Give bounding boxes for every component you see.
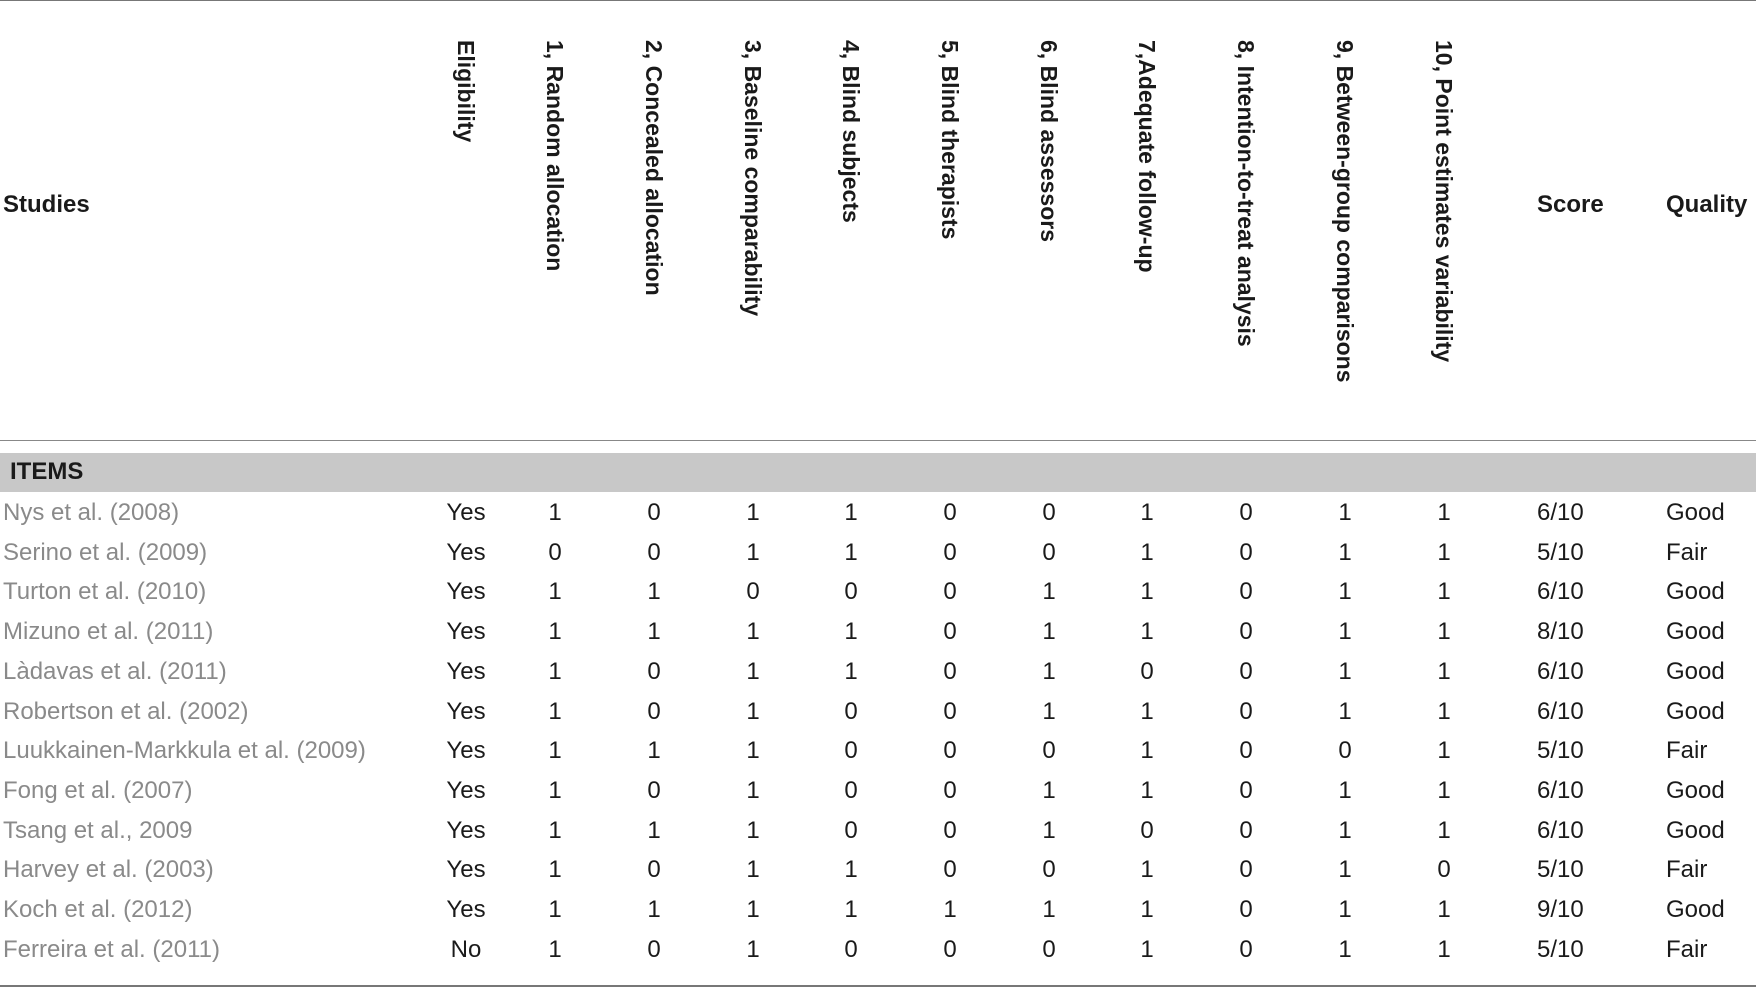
items-section-label: ITEMS: [10, 458, 84, 485]
study-name: Mizuno et al. (2011): [3, 618, 214, 646]
criterion-8-value: 0: [1239, 816, 1253, 844]
table-top-rule: [0, 0, 1756, 1]
criterion-2-value: 0: [647, 856, 661, 884]
table-row: [0, 891, 1756, 931]
table-row: [0, 732, 1756, 772]
criterion-1-value: 1: [548, 697, 562, 725]
criterion-8-value: 0: [1239, 856, 1253, 884]
criterion-2-value: 0: [647, 776, 661, 804]
study-name: Nys et al. (2008): [3, 499, 180, 526]
table-row: [0, 931, 1756, 971]
criterion-10-value: 1: [1437, 697, 1451, 725]
criterion-2-value: 1: [647, 816, 661, 844]
criterion-3-value: 1: [746, 697, 760, 725]
eligibility-value: Yes: [446, 618, 486, 646]
criterion-6-value: 0: [1042, 935, 1056, 963]
criterion-1-value: 1: [548, 618, 562, 646]
score-value: 6/10: [1537, 578, 1584, 606]
criterion-10-value: 1: [1437, 896, 1451, 923]
criterion-5-value: 0: [943, 657, 957, 685]
score-value: 9/10: [1537, 896, 1584, 923]
criterion-2-value: 1: [647, 737, 661, 765]
study-name: Tsang et al., 2009: [3, 816, 193, 844]
criterion-9-value: 1: [1338, 856, 1352, 884]
header-criterion-8: 8, Intention-to-treat analysis: [1233, 40, 1259, 347]
criterion-8-value: 0: [1239, 618, 1253, 646]
quality-value: Good: [1666, 657, 1725, 685]
criterion-8-value: 0: [1239, 737, 1253, 765]
criterion-5-value: 0: [943, 816, 957, 844]
table-row: [0, 534, 1756, 574]
criterion-4-value: 1: [844, 499, 858, 526]
study-name: Koch et al. (2012): [3, 896, 193, 923]
quality-value: Good: [1666, 896, 1725, 923]
criterion-7-value: 1: [1140, 697, 1154, 725]
study-name: Turton et al. (2010): [3, 578, 207, 606]
header-studies: Studies: [3, 191, 90, 218]
header-score: Score: [1537, 191, 1604, 218]
criterion-7-value: 1: [1140, 499, 1154, 526]
quality-value: Good: [1666, 499, 1725, 526]
eligibility-value: Yes: [446, 697, 486, 725]
criterion-1-value: 1: [548, 896, 562, 923]
criterion-9-value: 1: [1338, 776, 1352, 804]
items-section-band: [0, 453, 1756, 492]
criterion-9-value: 1: [1338, 816, 1352, 844]
study-name: Harvey et al. (2003): [3, 856, 214, 884]
quality-value: Fair: [1666, 935, 1708, 963]
criterion-7-value: 0: [1140, 816, 1154, 844]
header-bottom-rule: [0, 440, 1756, 441]
criterion-4-value: 0: [844, 578, 858, 606]
table-row: [0, 693, 1756, 733]
table-row: [0, 851, 1756, 891]
criterion-7-value: 1: [1140, 856, 1154, 884]
header-criterion-7: 7,Adequate follow-up: [1134, 40, 1160, 273]
criterion-1-value: 1: [548, 935, 562, 963]
criterion-9-value: 1: [1338, 935, 1352, 963]
criterion-9-value: 1: [1338, 896, 1352, 923]
criterion-7-value: 1: [1140, 618, 1154, 646]
criterion-5-value: 0: [943, 856, 957, 884]
criterion-10-value: 1: [1437, 935, 1451, 963]
criterion-7-value: 1: [1140, 896, 1154, 923]
criterion-5-value: 0: [943, 538, 957, 566]
header-quality: Quality: [1666, 191, 1748, 218]
quality-value: Good: [1666, 697, 1725, 725]
header-criterion-3: 3, Baseline comparability: [740, 40, 766, 317]
criterion-4-value: 0: [844, 697, 858, 725]
criterion-9-value: 1: [1338, 578, 1352, 606]
criterion-1-value: 1: [548, 816, 562, 844]
criterion-2-value: 0: [647, 499, 661, 526]
criterion-9-value: 1: [1338, 657, 1352, 685]
criterion-8-value: 0: [1239, 896, 1253, 923]
header-criterion-4: 4, Blind subjects: [838, 40, 864, 223]
criterion-3-value: 1: [746, 538, 760, 566]
score-value: 8/10: [1537, 618, 1584, 646]
criterion-10-value: 1: [1437, 578, 1451, 606]
criterion-3-value: 1: [746, 737, 760, 765]
score-value: 6/10: [1537, 657, 1584, 685]
criterion-7-value: 1: [1140, 737, 1154, 765]
study-name: Robertson et al. (2002): [3, 697, 249, 725]
criterion-6-value: 1: [1042, 896, 1056, 923]
header-criterion-6: 6, Blind assessors: [1036, 40, 1062, 242]
criterion-4-value: 1: [844, 538, 858, 566]
score-value: 5/10: [1537, 935, 1584, 963]
score-value: 5/10: [1537, 737, 1584, 765]
criterion-10-value: 1: [1437, 776, 1451, 804]
criterion-6-value: 1: [1042, 657, 1056, 685]
criterion-10-value: 1: [1437, 499, 1451, 526]
header-criterion-10: 10, Point estimates variability: [1431, 40, 1457, 363]
score-value: 5/10: [1537, 538, 1584, 566]
criterion-5-value: 0: [943, 697, 957, 725]
quality-value: Good: [1666, 578, 1725, 606]
criterion-10-value: 1: [1437, 618, 1451, 646]
criterion-8-value: 0: [1239, 538, 1253, 566]
criterion-6-value: 0: [1042, 499, 1056, 526]
score-value: 6/10: [1537, 697, 1584, 725]
criterion-8-value: 0: [1239, 499, 1253, 526]
criterion-9-value: 1: [1338, 499, 1352, 526]
criterion-2-value: 0: [647, 935, 661, 963]
header-criterion-9: 9, Between-group comparisons: [1332, 40, 1358, 383]
criterion-6-value: 1: [1042, 618, 1056, 646]
criterion-8-value: 0: [1239, 578, 1253, 606]
criterion-6-value: 1: [1042, 776, 1056, 804]
table-row: [0, 613, 1756, 653]
criterion-4-value: 0: [844, 737, 858, 765]
eligibility-value: Yes: [446, 776, 486, 804]
eligibility-value: Yes: [446, 499, 486, 526]
table-row: [0, 772, 1756, 812]
criterion-4-value: 0: [844, 816, 858, 844]
criterion-2-value: 1: [647, 896, 661, 923]
criterion-7-value: 1: [1140, 538, 1154, 566]
criterion-10-value: 1: [1437, 538, 1451, 566]
eligibility-value: Yes: [446, 896, 486, 923]
criterion-6-value: 0: [1042, 737, 1056, 765]
table-row: [0, 653, 1756, 693]
criterion-5-value: 0: [943, 499, 957, 526]
criterion-6-value: 1: [1042, 578, 1056, 606]
study-name: Fong et al. (2007): [3, 776, 193, 804]
criterion-9-value: 1: [1338, 618, 1352, 646]
criterion-5-value: 0: [943, 618, 957, 646]
criterion-10-value: 1: [1437, 657, 1451, 685]
score-value: 6/10: [1537, 499, 1584, 526]
criterion-1-value: 1: [548, 737, 562, 765]
criterion-8-value: 0: [1239, 657, 1253, 685]
quality-value: Fair: [1666, 856, 1708, 884]
eligibility-value: Yes: [446, 737, 486, 765]
criterion-7-value: 0: [1140, 657, 1154, 685]
table-row: [0, 494, 1756, 534]
quality-value: Good: [1666, 816, 1725, 844]
criterion-6-value: 1: [1042, 816, 1056, 844]
criterion-7-value: 1: [1140, 935, 1154, 963]
quality-value: Good: [1666, 618, 1725, 646]
criterion-3-value: 1: [746, 776, 760, 804]
criterion-4-value: 1: [844, 896, 858, 923]
eligibility-value: Yes: [446, 856, 486, 884]
criterion-6-value: 1: [1042, 697, 1056, 725]
criterion-9-value: 0: [1338, 737, 1352, 765]
eligibility-value: Yes: [446, 657, 486, 685]
criterion-5-value: 0: [943, 737, 957, 765]
criterion-10-value: 1: [1437, 737, 1451, 765]
criterion-7-value: 1: [1140, 776, 1154, 804]
criterion-3-value: 1: [746, 618, 760, 646]
criterion-4-value: 1: [844, 856, 858, 884]
header-criterion-eligibility: Eligibility: [453, 40, 479, 143]
criterion-4-value: 0: [844, 776, 858, 804]
eligibility-value: Yes: [446, 578, 486, 606]
criterion-1-value: 1: [548, 856, 562, 884]
criterion-3-value: 1: [746, 896, 760, 923]
criterion-6-value: 0: [1042, 538, 1056, 566]
score-value: 5/10: [1537, 856, 1584, 884]
criterion-8-value: 0: [1239, 935, 1253, 963]
criterion-1-value: 1: [548, 657, 562, 685]
criterion-4-value: 1: [844, 618, 858, 646]
study-name: Ferreira et al. (2011): [3, 935, 220, 963]
criterion-10-value: 1: [1437, 816, 1451, 844]
study-name: Làdavas et al. (2011): [3, 657, 227, 685]
criterion-3-value: 1: [746, 816, 760, 844]
criterion-8-value: 0: [1239, 776, 1253, 804]
criterion-1-value: 1: [548, 499, 562, 526]
criterion-2-value: 1: [647, 618, 661, 646]
eligibility-value: Yes: [446, 538, 486, 566]
criterion-3-value: 1: [746, 657, 760, 685]
criterion-10-value: 0: [1437, 856, 1451, 884]
study-name: Luukkainen-Markkula et al. (2009): [3, 737, 366, 765]
criterion-5-value: 0: [943, 935, 957, 963]
study-name: Serino et al. (2009): [3, 538, 208, 566]
criterion-9-value: 1: [1338, 538, 1352, 566]
criterion-2-value: 0: [647, 697, 661, 725]
criterion-1-value: 0: [548, 538, 562, 566]
criterion-4-value: 0: [844, 935, 858, 963]
header-criterion-2: 2, Concealed allocation: [641, 40, 667, 296]
quality-value: Fair: [1666, 538, 1708, 566]
criterion-8-value: 0: [1239, 697, 1253, 725]
eligibility-value: No: [450, 935, 482, 963]
table-row: [0, 573, 1756, 613]
criterion-2-value: 1: [647, 578, 661, 606]
score-value: 6/10: [1537, 816, 1584, 844]
quality-value: Fair: [1666, 737, 1708, 765]
criterion-5-value: 0: [943, 776, 957, 804]
criterion-4-value: 1: [844, 657, 858, 685]
score-value: 6/10: [1537, 776, 1584, 804]
table-row: [0, 812, 1756, 852]
header-criterion-5: 5, Blind therapists: [937, 40, 963, 240]
criterion-6-value: 0: [1042, 856, 1056, 884]
criterion-3-value: 1: [746, 499, 760, 526]
criterion-3-value: 1: [746, 856, 760, 884]
criterion-2-value: 0: [647, 657, 661, 685]
criterion-3-value: 0: [746, 578, 760, 606]
criterion-9-value: 1: [1338, 697, 1352, 725]
criterion-3-value: 1: [746, 935, 760, 963]
criterion-1-value: 1: [548, 578, 562, 606]
criterion-5-value: 0: [943, 578, 957, 606]
criterion-1-value: 1: [548, 776, 562, 804]
criterion-2-value: 0: [647, 538, 661, 566]
quality-value: Good: [1666, 776, 1725, 804]
criterion-5-value: 1: [943, 896, 957, 923]
criterion-7-value: 1: [1140, 578, 1154, 606]
header-criterion-1: 1, Random allocation: [542, 40, 568, 272]
eligibility-value: Yes: [446, 816, 486, 844]
